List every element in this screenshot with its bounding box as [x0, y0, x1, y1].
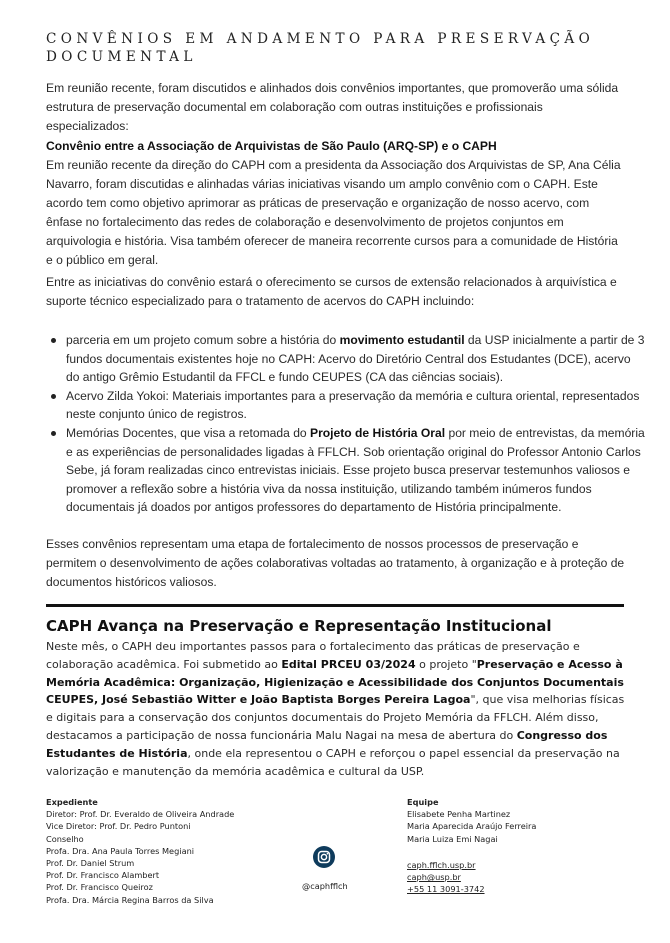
phone-link[interactable]: +55 11 3091-3742 [407, 884, 485, 895]
list-item-movimento-estudantil: parceria em um projeto comum sobre a história do movimento estudantil da USP inicialmente a partir de 3 fundos documentais existentes hoje no CAPH: Acervo do Diretório Central dos Estudantes (DCE), acervo do antigo Grêmio Estudantil da FFCL e fundo CEUPES (CA das ciências sociais). [66, 331, 646, 387]
initiatives-paragraph: Entre as iniciativas do convênio estará o oferecimento se cursos de extensão relacionados à arquivística e suporte técnico especializado para o tratamento de acervos do CAPH incluindo: [46, 275, 617, 309]
intro-paragraph: Em reunião recente, foram discutidos e alinhados dois convênios importantes, que promoverão uma sólida estrutura de preservação documental em colaboração com outras instituições e profissionais especializados: [46, 81, 619, 134]
equipe-heading: Equipe [407, 797, 439, 807]
website-link[interactable]: caph.fflch.usp.br [407, 859, 476, 870]
email-link[interactable]: caph@usp.br [407, 872, 461, 883]
expediente-line: Profa. Dra. Ana Paula Torres Megiani [46, 845, 195, 856]
instagram-icon[interactable] [313, 846, 335, 868]
equipe-member: Maria Luiza Emi Nagai [407, 833, 498, 844]
expediente-line: Prof. Dr. Daniel Strum [46, 858, 135, 869]
expediente-line: Vice Diretor: Prof. Dr. Pedro Puntoni [46, 821, 191, 832]
caph-avanca-paragraph: Neste mês, o CAPH deu importantes passos para o fortalecimento das práticas de preservação e colaboração acadêmica. Foi submetido ao Edital PRCEU 03/2024 o projeto "Preservação e Acesso à Memória Acadêmica: Organização, Higienização e Acessibilidade dos Conjuntos Documentais CEUPES, José Sebastião Witter e João Baptista Borges Pereira Lagoa", que visa melhorias físicas e digitais para a conservação dos conjuntos documentais do Projeto Memória da FFLCH. Além disso, destacamos a participação de nossa funcionária Malu Nagai na mesa de abertura do Congresso dos Estudantes de História, onde ela representou o CAPH e reforçou o papel essencial da preservação na valorização e manutenção da memória acadêmica e cultural da USP. [46, 640, 625, 778]
expediente-line: Conselho [46, 833, 84, 844]
section-title-caph-avanca: CAPH Avança na Preservação e Representação Institucional [46, 617, 552, 635]
section-divider [46, 604, 624, 607]
subsection-title-arqsp: Convênio entre a Associação de Arquivistas de São Paulo (ARQ-SP) e o CAPH [46, 139, 497, 153]
equipe-member: Elisabete Penha Martinez [407, 809, 511, 820]
closing-paragraph: Esses convênios representam uma etapa de fortalecimento de nossos processos de preservação e permitem o desenvolvimento de ações colaborativas voltadas ao tratamento, à organização e à proteção de documentos históricos valiosos. [46, 537, 625, 590]
list-item-memorias-docentes: Memórias Docentes, que visa a retomada do Projeto de História Oral por meio de entrevistas, da memória e as experiências de personalidades ligadas à FFLCH. Sob orientação original do Professor Antonio Carlos Sebe, já foram realizadas cinco entrevistas iniciais. Esse projeto busca preservar testemunhos valiosos e promover a reflexão sobre a história viva da nossa instituição, utilizando também inúmeros fundos documentais já doados por antigos professores do departamento de História principalmente. [66, 424, 646, 517]
expediente-line: Profa. Dra. Márcia Regina Barros da Silva [46, 894, 214, 905]
equipe-member: Maria Aparecida Araújo Ferreira [407, 821, 537, 832]
expediente-line: Diretor: Prof. Dr. Everaldo de Oliveira Andrade [46, 809, 235, 820]
arqsp-paragraph: Em reunião recente da direção do CAPH com a presidenta da Associação dos Arquivistas de SP, Ana Célia Navarro, foram discutidas e alinhadas várias iniciativas visando um amplo convênio com o CAPH. Este acordo tem como objetivo aprimorar as práticas de preservação e organização de nosso acervo, com ênfase no fortalecimento das redes de colaboração e desenvolvimento de projetos conjuntos em arquivologia e história. Visa também oferecer de maneira recorrente cursos para a comunidade de História e o público em geral. [46, 158, 621, 268]
initiatives-list [46, 331, 646, 517]
expediente-block [46, 796, 234, 906]
expediente-heading: Expediente [46, 797, 98, 807]
expediente-line: Prof. Dr. Francisco Queiroz [46, 882, 153, 893]
list-item-acervo-zilda-yokoi: Acervo Zilda Yokoi: Materiais importantes para a preservação da memória e cultura oriental, representados neste conjunto único de registros. [66, 387, 646, 424]
expediente-line: Prof. Dr. Francisco Alambert [46, 870, 160, 881]
instagram-handle[interactable]: @caphfflch [302, 881, 348, 891]
equipe-block [407, 796, 536, 895]
section-title-convenios: CONVÊNIOS EM ANDAMENTO PARA PRESERVAÇÃO DOCUMENTAL [46, 31, 595, 65]
